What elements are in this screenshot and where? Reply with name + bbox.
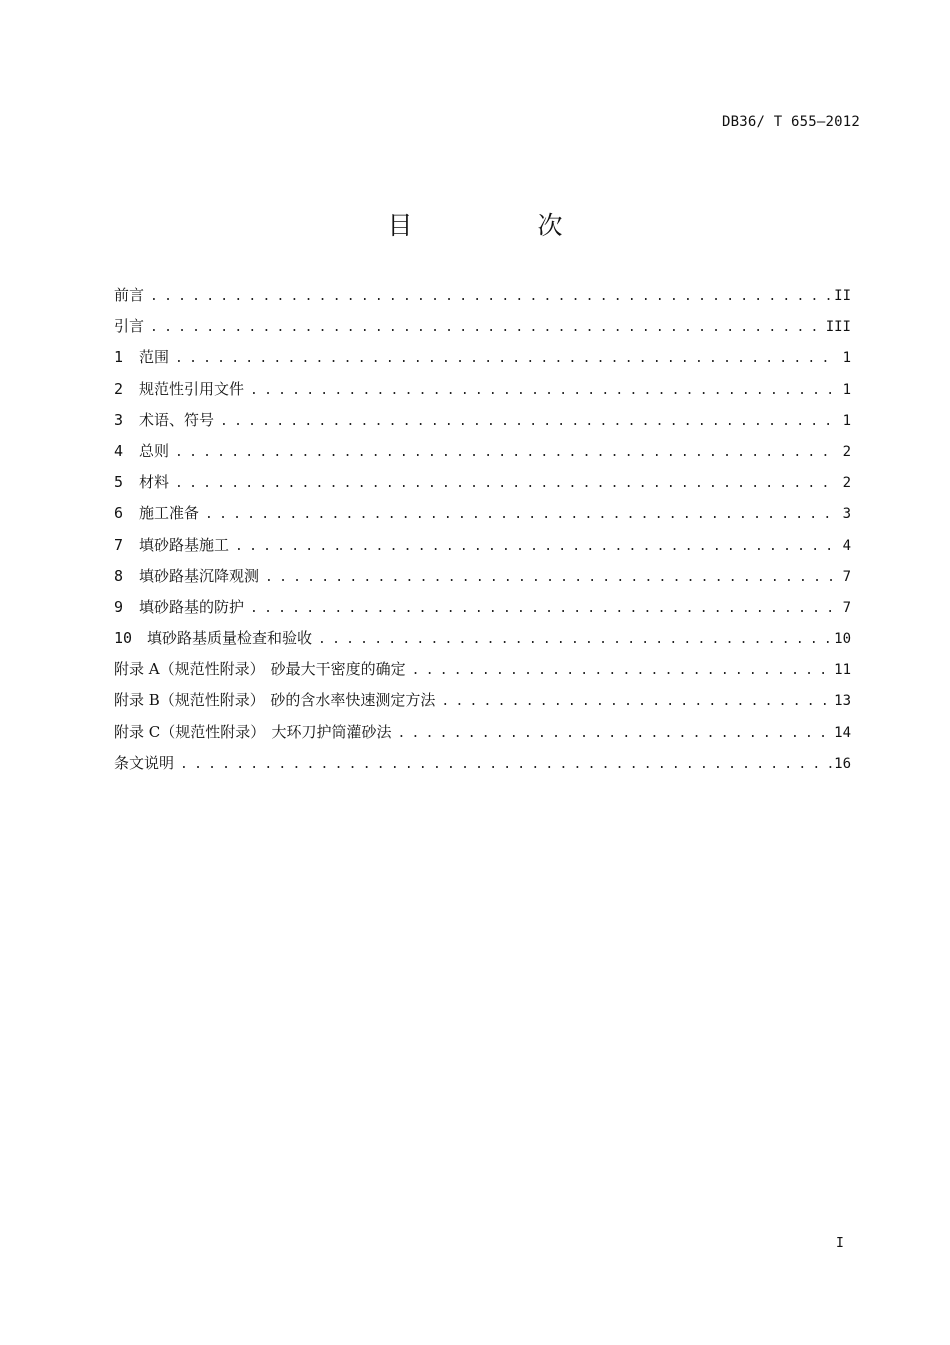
toc-leader-dots [244,601,837,616]
toc-entry-label: 附录 C（规范性附录） [114,722,266,741]
toc-entry-4[interactable] [114,440,851,471]
toc-entry-number: 1 [114,348,124,367]
toc-entry-10[interactable] [114,627,851,658]
toc-entry-label: 附录 B（规范性附录） [114,691,265,710]
toc-entry-number: 5 [114,473,124,492]
toc-entry-7[interactable] [114,534,851,565]
toc-entry-label: 条文说明 [114,753,175,772]
toc-leader-dots [406,663,835,678]
toc-entry-3[interactable] [114,409,851,440]
toc-entry-6[interactable] [114,502,851,533]
toc-entry-page: 16 [834,755,851,772]
toc-entry-page: 1 [842,412,851,429]
toc-entry-label: 施工准备 [139,504,200,523]
toc-entry-label: 填砂路基沉降观测 [139,566,260,585]
toc-entry-page: 11 [834,662,851,679]
toc-entry-sublabel: 砂的含水率快速测定方法 [270,691,436,710]
toc-entry-label: 引言 [114,317,145,336]
toc-entry-introduction[interactable] [114,315,851,346]
toc-entry-label: 前言 [114,286,145,304]
page-number: I [836,1236,844,1251]
toc-leader-dots [435,694,834,709]
toc-entry-sublabel: 砂最大干密度的确定 [270,660,406,679]
table-of-contents [114,284,851,783]
toc-entry-1[interactable] [114,346,851,377]
toc-entry-number: 6 [114,504,124,523]
toc-title: 目 次 [387,211,613,240]
toc-leader-dots [144,320,826,335]
toc-entry-appendix-a[interactable] [114,658,851,689]
toc-entry-label: 填砂路基的防护 [139,597,245,616]
document-code: DB36/ T 655—2012 [721,114,860,130]
toc-leader-dots [312,632,834,647]
toc-entry-number: 3 [114,410,124,429]
toc-leader-dots [214,414,837,429]
toc-entry-page: 1 [842,350,851,367]
toc-entry-page: 7 [842,599,851,616]
toc-entry-2[interactable] [114,378,851,409]
toc-entry-page: 13 [834,693,851,710]
toc-entry-page: 4 [842,537,851,554]
toc-entry-label: 规范性引用文件 [139,379,245,398]
toc-entry-label: 材料 [139,473,170,492]
toc-entry-number: 4 [114,441,124,460]
toc-entry-label: 术语、符号 [139,410,215,429]
toc-entry-page: 2 [842,443,851,460]
toc-entry-page: 14 [834,724,851,741]
toc-entry-label: 填砂路基施工 [139,535,230,554]
toc-entry-number: 10 [114,629,133,648]
toc-entry-8[interactable] [114,565,851,596]
toc-entry-page: 7 [842,568,851,585]
toc-leader-dots [259,570,837,585]
toc-entry-number: 9 [114,597,124,616]
toc-leader-dots [229,539,837,554]
toc-entry-page: III [825,319,851,336]
toc-entry-appendix-b[interactable] [114,689,851,720]
toc-entry-explanation[interactable] [114,752,851,783]
toc-entry-page: 10 [834,631,851,648]
toc-entry-label: 填砂路基质量检查和验收 [147,629,313,648]
toc-entry-page: 2 [842,475,851,492]
toc-leader-dots [169,445,837,460]
toc-entry-sublabel: 大环刀护筒灌砂法 [271,722,392,741]
toc-entry-label: 总则 [139,441,170,460]
toc-entry-5[interactable] [114,471,851,502]
toc-leader-dots [391,726,834,741]
toc-leader-dots [144,289,834,304]
toc-leader-dots [244,383,837,398]
toc-entry-page: 1 [842,381,851,398]
toc-entry-number: 2 [114,379,124,398]
toc-leader-dots [169,476,837,491]
toc-entry-appendix-c[interactable] [114,721,851,752]
toc-entry-label: 范围 [139,348,170,367]
toc-entry-label: 附录 A（规范性附录） [114,660,265,679]
toc-leader-dots [169,351,837,366]
toc-entry-9[interactable] [114,596,851,627]
toc-entry-page: 3 [842,506,851,523]
toc-entry-foreword[interactable] [114,284,851,315]
toc-entry-number: 7 [114,535,124,554]
toc-entry-page: II [834,288,851,304]
toc-leader-dots [199,507,837,522]
toc-leader-dots [174,757,834,772]
toc-entry-number: 8 [114,566,124,585]
